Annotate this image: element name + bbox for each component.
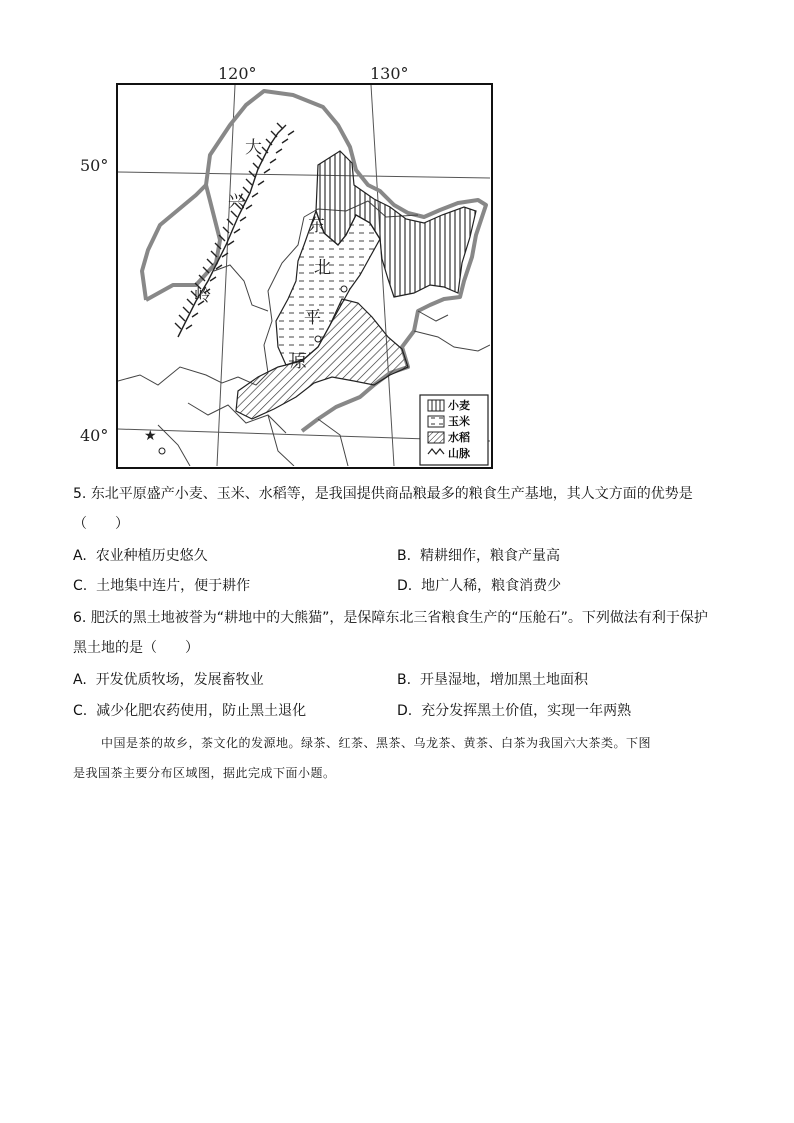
label-yuan: 原 [290,352,307,372]
question-6-text: 肥沃的黑土地被誉为“耕地中的大熊猫”，是保障东北三省粮食生产的“压舱石”。下列做法有利于保护 [90,610,708,626]
legend-swatch-corn [428,416,444,427]
map-drawing [118,85,490,466]
question-6-stem [73,608,708,628]
mountain-range [175,123,294,337]
northeast-china-map [116,83,493,469]
tea-intro-line1: 中国是茶的故乡，茶文化的发源地。绿茶、红茶、黑茶、乌龙茶、黄茶、白茶为我国六大茶类。下图 [101,736,652,750]
label-bei: 北 [314,258,331,278]
legend-swatch-rice [428,432,444,443]
city-marker [341,286,347,292]
capital-star: ★ [144,428,157,444]
question-5-option-c[interactable]: C. 土地集中连片，便于耕作 [73,578,251,594]
question-5-option-d[interactable]: D. 地广人稀，粮食消费少 [397,578,562,594]
question-6-number: 6. [73,610,87,626]
latitude-label-50: 50° [80,156,109,175]
question-6-option-d[interactable]: D. 充分发挥黑土价值，实现一年两熟 [397,703,632,719]
question-5-option-b[interactable]: B. 精耕细作，粮食产量高 [397,548,560,564]
legend-swatch-wheat [428,400,444,411]
legend-label-rice: 水稻 [448,431,470,444]
question-5-text: 东北平原盛产小麦、玉米、水稻等，是我国提供商品粮最多的粮食生产基地，其人文方面的优势是 [90,486,693,502]
question-6-option-c[interactable]: C. 减少化肥农药使用，防止黑土退化 [73,703,307,719]
legend-label-corn: 玉米 [448,415,470,428]
label-xing: 兴 [228,192,245,212]
legend-label-mountain: 山脉 [448,447,470,460]
city-marker [159,448,165,454]
latitude-label-40: 40° [80,426,109,445]
legend-label-wheat: 小麦 [448,399,470,412]
longitude-label-130: 130° [370,64,409,83]
label-ling: 岭 [194,286,211,306]
label-dong: 东 [308,216,325,236]
question-6-option-b[interactable]: B. 开垦湿地，增加黑土地面积 [397,672,588,688]
question-5-stem [73,484,693,504]
question-5-number: 5. [73,486,87,502]
city-marker [315,336,321,342]
longitude-label-120: 120° [218,64,257,83]
question-6-stem-line2: 黑土地的是（ ） [73,640,199,656]
latitude-line-50 [118,172,490,178]
question-5-blank: （ ） [73,516,129,532]
question-6-option-a[interactable]: A. 开发优质牧场，发展畜牧业 [73,672,264,688]
label-ping: 平 [304,308,321,328]
label-da: 大 [245,138,262,158]
question-5-option-a[interactable]: A. 农业种植历史悠久 [73,548,208,564]
tea-intro-line2: 是我国茶主要分布区域图，据此完成下面小题。 [73,766,336,780]
